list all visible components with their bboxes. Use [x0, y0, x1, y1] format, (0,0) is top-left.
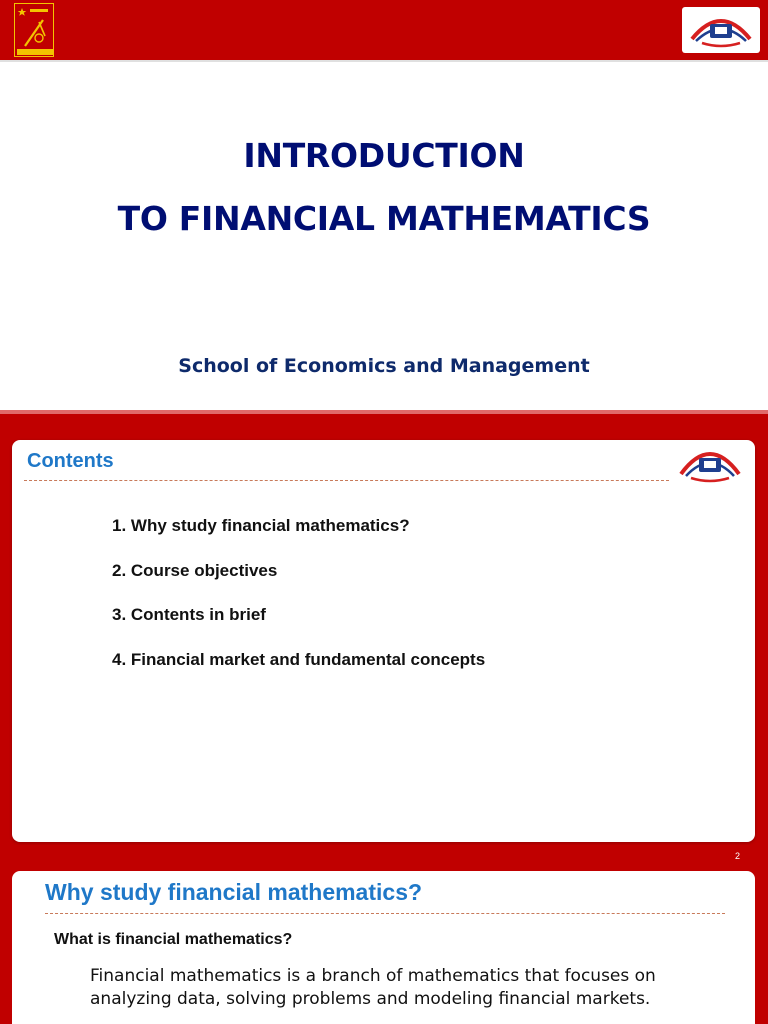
why-study-heading: Why study financial mathematics? [45, 879, 423, 905]
why-study-slide [0, 845, 768, 1024]
why-study-card [12, 871, 755, 1024]
slide-top-line [0, 410, 768, 414]
contents-slide [0, 410, 768, 845]
contents-card [12, 440, 755, 842]
contents-heading: Contents [27, 450, 114, 472]
dashed-divider [24, 480, 669, 481]
sem-logo [675, 440, 745, 486]
contents-list [112, 516, 485, 694]
header-band [0, 0, 768, 60]
dashed-divider [45, 913, 725, 914]
title-slide [0, 0, 768, 410]
question-text: What is financial mathematics? [54, 931, 293, 948]
header-divider [0, 60, 768, 62]
definition-paragraph: Financial mathematics is a branch of mathematics that focuses on analyzing data, solving problems and modeling financial markets. [90, 966, 656, 1009]
subtitle: School of Economics and Management [178, 355, 590, 377]
list-item: 1. Why study financial mathematics? [112, 516, 410, 535]
sem-logo [682, 7, 760, 53]
page-number: 2 [735, 851, 741, 861]
list-item: 4. Financial market and fundamental concepts [112, 649, 486, 669]
title-line-1: INTRODUCTION [243, 136, 525, 175]
list-item: 3. Contents in brief [112, 605, 266, 624]
bach-khoa-logo [14, 3, 54, 57]
title-line-2: TO FINANCIAL MATHEMATICS [117, 199, 651, 238]
list-item: 2. Course objectives [112, 560, 278, 580]
